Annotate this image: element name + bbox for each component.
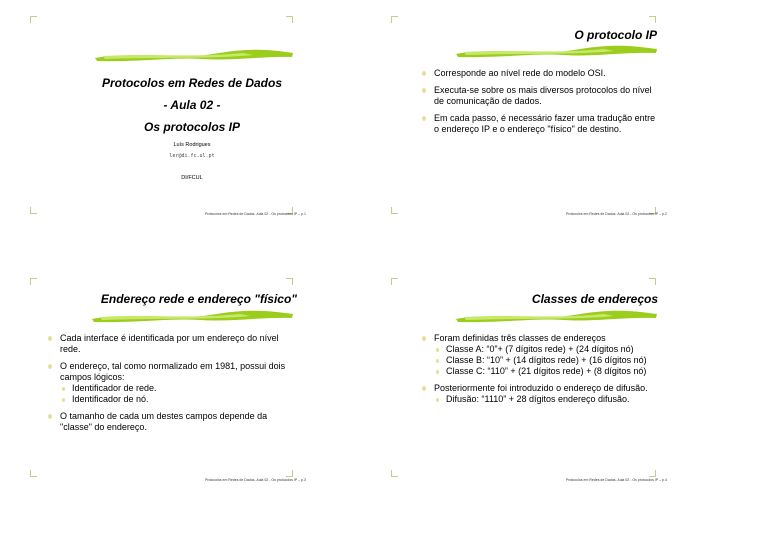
list-item-text: Posteriormente foi introduzido o endereço de difusão. xyxy=(434,383,648,393)
lecture-number: - Aula 02 - xyxy=(163,98,221,112)
list-item xyxy=(46,361,296,405)
bullet-list xyxy=(420,68,660,141)
sub-list xyxy=(434,344,670,377)
sub-list-item: Classe C: “110” + (21 dígitos rede) + (8 dígitos nó) xyxy=(434,366,670,377)
sub-list xyxy=(434,394,670,405)
presentation-title: Protocolos em Redes de Dados xyxy=(101,76,283,90)
slide-2 xyxy=(384,0,768,271)
list-item: Executa-se sobre os mais diversos protocolos do nível de comunicação de dados. xyxy=(420,85,660,107)
brush-stroke-decoration xyxy=(90,308,295,326)
corner-mark xyxy=(649,470,656,477)
brush-stroke-decoration xyxy=(93,47,295,65)
sub-list-item: Difusão: “1110” + 28 dígitos endereço difusão. xyxy=(434,394,670,405)
corner-mark xyxy=(30,207,37,214)
lecture-heading: Os protocolos IP xyxy=(143,120,240,134)
list-item xyxy=(420,333,670,377)
slide-footer: Protocolos em Redes de Dados- Aula 02 - Os protocolos IP – p.1 xyxy=(205,212,306,216)
brush-stroke-decoration xyxy=(454,308,659,326)
list-item-text: O tamanho de cada um destes campos depende da "classe" do endereço. xyxy=(60,411,268,432)
slide-3 xyxy=(0,272,384,543)
list-item: Em cada passo, é necessário fazer uma tradução entre o endereço IP e o endereço "físico" de destino. xyxy=(420,113,660,135)
corner-mark xyxy=(30,278,37,285)
author-email: ler@di.fc.ul.pt xyxy=(169,153,215,159)
list-item-text: O endereço, tal como normalizado em 1981, possui dois campos lógicos: xyxy=(60,361,286,382)
bullet-list xyxy=(46,333,296,439)
slide-title: O protocolo IP xyxy=(574,28,657,42)
slide-footer: Protocolos em Redes de Dados- Aula 02 - Os protocolos IP – p.3 xyxy=(205,478,306,482)
corner-mark xyxy=(286,470,293,477)
list-item-text: Foram definidas três classes de endereços xyxy=(434,333,606,343)
list-item xyxy=(46,333,296,355)
bullet-list xyxy=(420,333,670,411)
author-name: Luís Rodrigues xyxy=(173,142,211,148)
corner-mark xyxy=(30,16,37,23)
list-item xyxy=(46,411,296,433)
slide-footer: Protocolos em Redes de Dados- Aula 02 - Os protocolos IP – p.2 xyxy=(566,212,667,216)
list-item-text: Cada interface é identificada por um endereço do nível rede. xyxy=(60,333,279,354)
slide-title: Classes de endereços xyxy=(531,292,658,306)
list-item: Corresponde ao nível rede do modelo OSI. xyxy=(420,68,660,79)
corner-mark xyxy=(391,207,398,214)
slide-footer: Protocolos em Redes de Dados- Aula 02 - Os protocolos IP – p.4 xyxy=(566,478,667,482)
corner-mark xyxy=(649,278,656,285)
list-item xyxy=(420,383,670,405)
corner-mark xyxy=(649,16,656,23)
sub-list-item: Classe B: “10” + (14 dígitos rede) + (16 dígitos nó) xyxy=(434,355,670,366)
sub-list-item: Classe A: “0”+ (7 dígitos rede) + (24 dígitos nó) xyxy=(434,344,670,355)
slide-title: Endereço rede e endereço "físico" xyxy=(100,292,297,306)
sub-list-item: Identificador de nó. xyxy=(60,394,296,405)
slide-4 xyxy=(384,272,768,543)
slide-1 xyxy=(0,0,384,271)
brush-stroke-decoration xyxy=(454,43,659,61)
corner-mark xyxy=(391,278,398,285)
sub-list-item: Identificador de rede. xyxy=(60,383,296,394)
corner-mark xyxy=(30,470,37,477)
corner-mark xyxy=(286,278,293,285)
corner-mark xyxy=(391,470,398,477)
corner-mark xyxy=(391,16,398,23)
department: DI/FCUL xyxy=(181,175,203,181)
corner-mark xyxy=(286,16,293,23)
sub-list xyxy=(60,383,296,405)
